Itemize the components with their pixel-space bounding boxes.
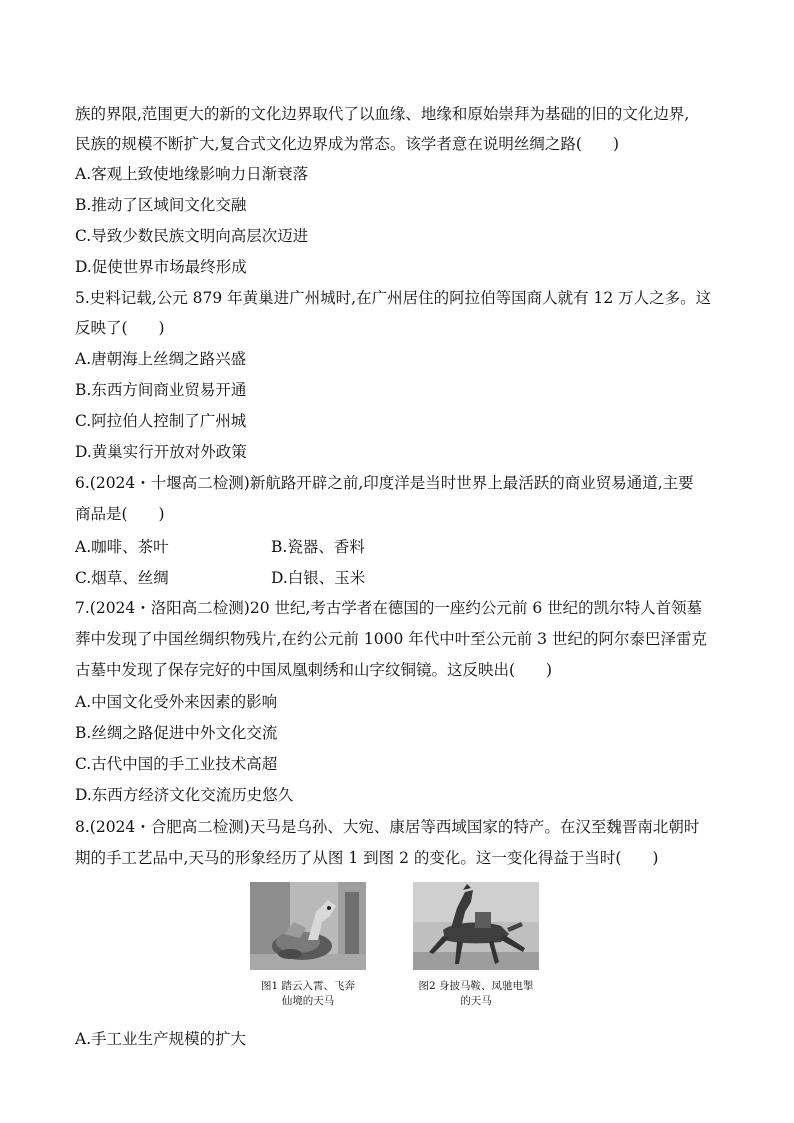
q5-stem-line1: 5.史料记载,公元 879 年黄巢进广州城时,在广州居住的阿拉伯等国商人就有 12 万人之多。这 — [75, 289, 712, 307]
q7-option-d[interactable]: D.东西方经济文化交流历史悠久 — [75, 786, 294, 804]
q6-option-c[interactable]: C.烟草、丝绸 — [75, 569, 169, 587]
q4-option-a[interactable]: A.客观上致使地缘影响力日渐衰落 — [75, 165, 309, 183]
q5-stem-line2: 反映了( ) — [75, 319, 165, 337]
q7-option-a[interactable]: A.中国文化受外来因素的影响 — [75, 693, 278, 711]
figure-1-photo — [250, 882, 366, 970]
q6-stem-line1: 6.(2024・十堰高二检测)新航路开辟之前,印度洋是当时世界上最活跃的商业贸易通道,主要 — [75, 474, 694, 492]
figure-1-caption-line1: 图1 踏云入霄、飞奔 — [260, 980, 356, 992]
figure-2-caption-line2: 的天马 — [460, 995, 492, 1007]
q8-stem-line1: 8.(2024・合肥高二检测)天马是乌孙、大宛、康居等西域国家的特产。在汉至魏晋南北朝时 — [75, 818, 700, 836]
q4-stem-line2: 民族的规模不断扩大,复合式文化边界成为常态。该学者意在说明丝绸之路( ) — [75, 135, 620, 153]
saddled-horse-figurine-image — [413, 882, 539, 970]
q4-option-c[interactable]: C.导致少数民族文明向高层次迈进 — [75, 227, 309, 245]
q5-option-a[interactable]: A.唐朝海上丝绸之路兴盛 — [75, 350, 247, 368]
q5-option-d[interactable]: D.黄巢实行开放对外政策 — [75, 443, 247, 461]
q5-option-c[interactable]: C.阿拉伯人控制了广州城 — [75, 412, 247, 430]
winged-horse-figurine-image — [250, 882, 366, 970]
figure-2-caption-line1: 图2 身披马鞍、凤驰电掣 — [418, 980, 534, 992]
q6-option-a[interactable]: A.咖啡、茶叶 — [75, 538, 169, 556]
figure-1-caption-line2: 仙境的天马 — [281, 995, 335, 1007]
q7-stem-line1: 7.(2024・洛阳高二检测)20 世纪,考古学者在德国的一座约公元前 6 世纪的凯尔特人首领墓 — [75, 599, 703, 617]
q4-option-b[interactable]: B.推动了区域间文化交融 — [75, 196, 247, 214]
q4-stem-line1: 族的界限,范围更大的新的文化边界取代了以血缘、地缘和原始崇拜为基础的旧的文化边界, — [75, 105, 690, 123]
q7-option-c[interactable]: C.古代中国的手工业技术高超 — [75, 755, 278, 773]
q8-stem-line2: 期的手工艺品中,天马的形象经历了从图 1 到图 2 的变化。这一变化得益于当时( ) — [75, 849, 659, 867]
q6-option-b[interactable]: B.瓷器、香料 — [271, 538, 365, 556]
q7-stem-line2: 葬中发现了中国丝绸织物残片,在约公元前 1000 年代中叶至公元前 3 世纪的阿尔泰巴泽雷克 — [75, 630, 707, 648]
q7-stem-line3: 古墓中发现了保存完好的中国凤凰刺绣和山字纹铜镜。这反映出( ) — [75, 661, 553, 679]
figure-2-photo — [413, 882, 539, 970]
q7-option-b[interactable]: B.丝绸之路促进中外文化交流 — [75, 724, 278, 742]
q5-option-b[interactable]: B.东西方间商业贸易开通 — [75, 381, 247, 399]
q8-option-a[interactable]: A.手工业生产规模的扩大 — [75, 1030, 247, 1048]
q4-option-d[interactable]: D.促使世界市场最终形成 — [75, 258, 247, 276]
q6-option-d[interactable]: D.白银、玉米 — [271, 569, 366, 587]
q6-stem-line2: 商品是( ) — [75, 505, 165, 523]
